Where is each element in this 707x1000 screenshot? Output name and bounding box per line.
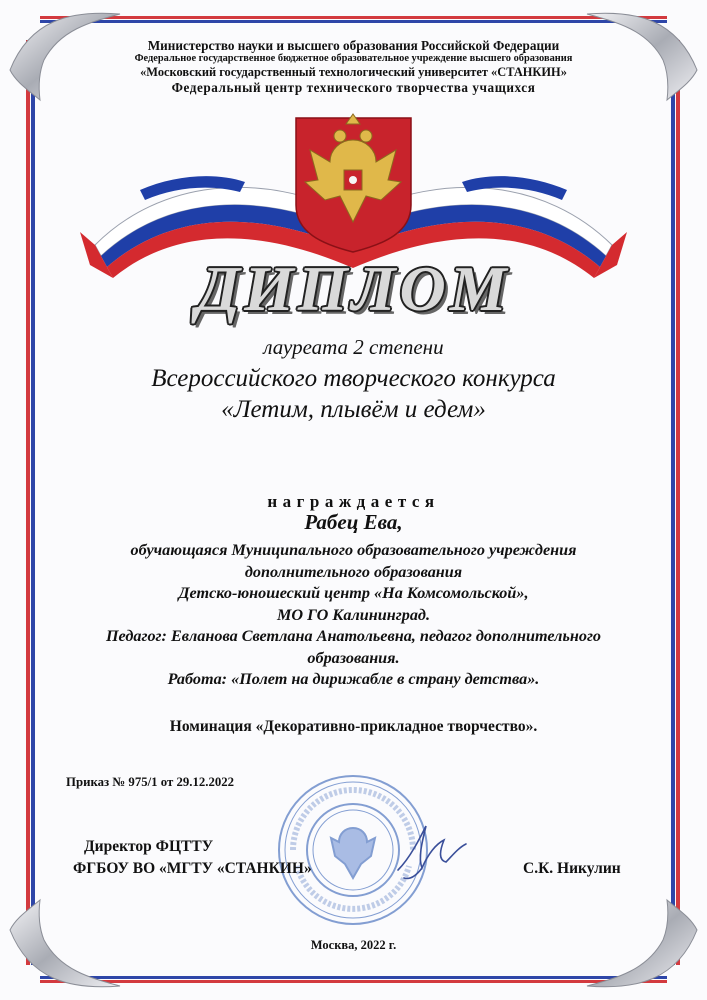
laureate-degree: лауреата 2 степени	[263, 335, 444, 359]
recipient-details	[0, 540, 707, 691]
details-line: МО ГО Калининград.	[276, 605, 431, 624]
nomination: Номинация «Декоративно-прикладное творчество».	[169, 718, 538, 735]
center-line: Федеральный центр технического творчества учащихся	[171, 80, 536, 96]
contest-title: Всероссийского творческого конкурса	[151, 365, 556, 392]
director-title: Директор ФЦТТУ	[84, 838, 214, 855]
university-line: «Московский государственный технологический университет «СТАНКИН»	[140, 65, 567, 80]
awarded-label: награждается	[267, 492, 440, 511]
details-line: образования.	[307, 648, 400, 667]
diploma-title: ДИПЛОМ	[196, 253, 511, 324]
director-organization: ФГБОУ ВО «МГТУ «СТАНКИН»	[73, 860, 312, 877]
recipient-name: Рабец Ева,	[304, 510, 403, 534]
details-line: Детско-юношеский центр «На Комсомольской»,	[178, 584, 529, 602]
signer-name: С.К. Никулин	[523, 860, 621, 877]
contest-name: «Летим, плывём и едем»	[221, 396, 486, 423]
signature-icon	[392, 818, 472, 888]
details-line: обучающаяся Муниципального образовательного учреждения	[130, 541, 577, 559]
russian-coat-of-arms-icon	[296, 114, 411, 252]
details-line: Работа: «Полет на дирижабле в страну детства».	[167, 670, 540, 688]
details-line: дополнительного образования	[244, 562, 463, 581]
details-line: Педагог: Евланова Светлана Анатольевна, педагог дополнительного	[105, 627, 602, 645]
place-and-date: Москва, 2022 г.	[310, 938, 397, 952]
order-reference: Приказ № 975/1 от 29.12.2022	[66, 775, 235, 789]
ministry-line: Министерство науки и высшего образования Российской Федерации	[147, 38, 560, 53]
institution-type-line: Федеральное государственное бюджетное образовательное учреждение высшего образования	[134, 53, 573, 65]
